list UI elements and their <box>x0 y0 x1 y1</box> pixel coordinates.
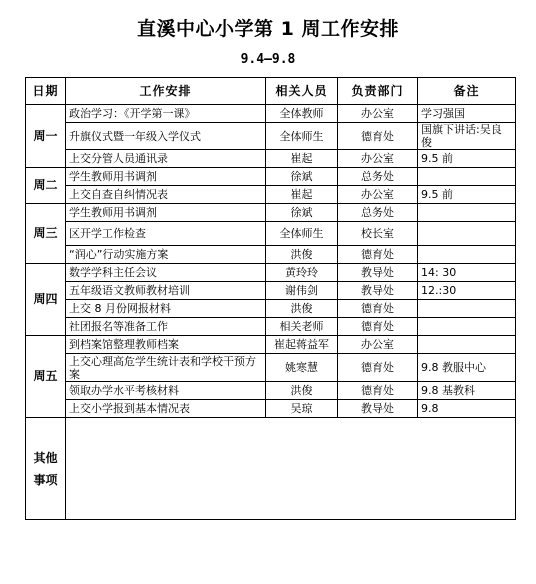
table-row <box>26 246 516 264</box>
dept-cell: 办公室 <box>338 105 418 123</box>
dept-cell: 教导处 <box>338 264 418 282</box>
table-row <box>26 282 516 300</box>
table-row <box>26 382 516 400</box>
note-cell: 国旗下讲话:吴良俊 <box>418 123 516 150</box>
dept-cell: 办公室 <box>338 150 418 168</box>
table-row <box>26 300 516 318</box>
dept-cell: 德育处 <box>338 246 418 264</box>
table-row <box>26 264 516 282</box>
task-cell: 学生教师用书调剂 <box>66 168 266 186</box>
task-cell: 升旗仪式暨一年级入学仪式 <box>66 123 266 150</box>
header-note: 备注 <box>418 78 516 105</box>
table-row <box>26 222 516 246</box>
other-label-line: 其他 <box>33 450 58 465</box>
page-title: 直溪中心小学第 1 周工作安排 <box>137 18 399 40</box>
person-cell: 相关老师 <box>266 318 338 336</box>
person-cell: 洪俊 <box>266 382 338 400</box>
person-cell: 全体教师 <box>266 105 338 123</box>
dept-cell: 教导处 <box>338 282 418 300</box>
table-row <box>26 318 516 336</box>
table-row <box>26 105 516 123</box>
header-dept: 负责部门 <box>338 78 418 105</box>
person-cell: 崔起 <box>266 150 338 168</box>
schedule-table <box>25 77 516 520</box>
note-cell <box>418 246 516 264</box>
note-cell <box>418 318 516 336</box>
note-cell: 学习强国 <box>418 105 516 123</box>
note-cell: 9.5 前 <box>418 186 516 204</box>
person-cell: 全体师生 <box>266 222 338 246</box>
dept-cell: 办公室 <box>338 336 418 354</box>
task-cell: 区开学工作检查 <box>66 222 266 246</box>
person-cell: 吴琼 <box>266 400 338 418</box>
day-label: 周五 <box>26 336 66 418</box>
task-cell: 社团报名等准备工作 <box>66 318 266 336</box>
other-content <box>66 418 516 520</box>
table-row <box>26 204 516 222</box>
person-cell: 徐斌 <box>266 204 338 222</box>
other-label-line: 事项 <box>33 472 58 487</box>
table-row <box>26 150 516 168</box>
note-cell: 14: 30 <box>418 264 516 282</box>
dept-cell: 办公室 <box>338 186 418 204</box>
task-cell: 上交自查自纠情况表 <box>66 186 266 204</box>
task-cell: 上交分管人员通讯录 <box>66 150 266 168</box>
person-cell: 姚寒慧 <box>266 354 338 382</box>
person-cell: 洪俊 <box>266 246 338 264</box>
task-cell: 五年级语文教师教材培训 <box>66 282 266 300</box>
day-label: 周三 <box>26 204 66 264</box>
note-cell <box>418 222 516 246</box>
task-cell: “润心”行动实施方案 <box>66 246 266 264</box>
note-cell: 12.:30 <box>418 282 516 300</box>
table-row <box>26 123 516 150</box>
table-row <box>26 168 516 186</box>
dept-cell: 德育处 <box>338 354 418 382</box>
person-cell: 崔起蒋益军 <box>266 336 338 354</box>
note-cell: 9.8 基教科 <box>418 382 516 400</box>
day-label: 周二 <box>26 168 66 204</box>
day-label: 周四 <box>26 264 66 336</box>
task-cell: 政治学习：《开学第一课》 <box>66 105 266 123</box>
note-cell <box>418 204 516 222</box>
note-cell: 9.8 <box>418 400 516 418</box>
task-cell: 到档案馆整理教师档案 <box>66 336 266 354</box>
dept-cell: 德育处 <box>338 123 418 150</box>
dept-cell: 德育处 <box>338 300 418 318</box>
table-row <box>26 354 516 382</box>
person-cell: 崔起 <box>266 186 338 204</box>
other-label <box>26 418 66 520</box>
header-row <box>26 78 516 105</box>
person-cell: 谢伟剑 <box>266 282 338 300</box>
other-row <box>26 418 516 520</box>
header-date: 日期 <box>26 78 66 105</box>
note-cell <box>418 300 516 318</box>
table-row <box>26 336 516 354</box>
note-cell <box>418 336 516 354</box>
task-cell: 领取办学水平考核材料 <box>66 382 266 400</box>
person-cell: 黄玲玲 <box>266 264 338 282</box>
dept-cell: 德育处 <box>338 382 418 400</box>
task-cell: 上交 8 月份网报材料 <box>66 300 266 318</box>
person-cell: 洪俊 <box>266 300 338 318</box>
note-cell: 9.5 前 <box>418 150 516 168</box>
task-cell: 学生教师用书调剂 <box>66 204 266 222</box>
day-label: 周一 <box>26 105 66 168</box>
header-task: 工作安排 <box>66 78 266 105</box>
schedule-body <box>26 105 516 520</box>
table-row <box>26 400 516 418</box>
note-cell <box>418 168 516 186</box>
header-person: 相关人员 <box>266 78 338 105</box>
note-cell: 9.8 教服中心 <box>418 354 516 382</box>
task-cell: 数学学科主任会议 <box>66 264 266 282</box>
date-range: 9.4—9.8 <box>240 52 296 67</box>
dept-cell: 校长室 <box>338 222 418 246</box>
dept-cell: 德育处 <box>338 318 418 336</box>
table-row <box>26 186 516 204</box>
dept-cell: 总务处 <box>338 168 418 186</box>
task-cell: 上交小学报到基本情况表 <box>66 400 266 418</box>
dept-cell: 总务处 <box>338 204 418 222</box>
person-cell: 徐斌 <box>266 168 338 186</box>
person-cell: 全体师生 <box>266 123 338 150</box>
task-cell: 上交心理高危学生统计表和学校干预方案 <box>66 354 266 382</box>
dept-cell: 教导处 <box>338 400 418 418</box>
